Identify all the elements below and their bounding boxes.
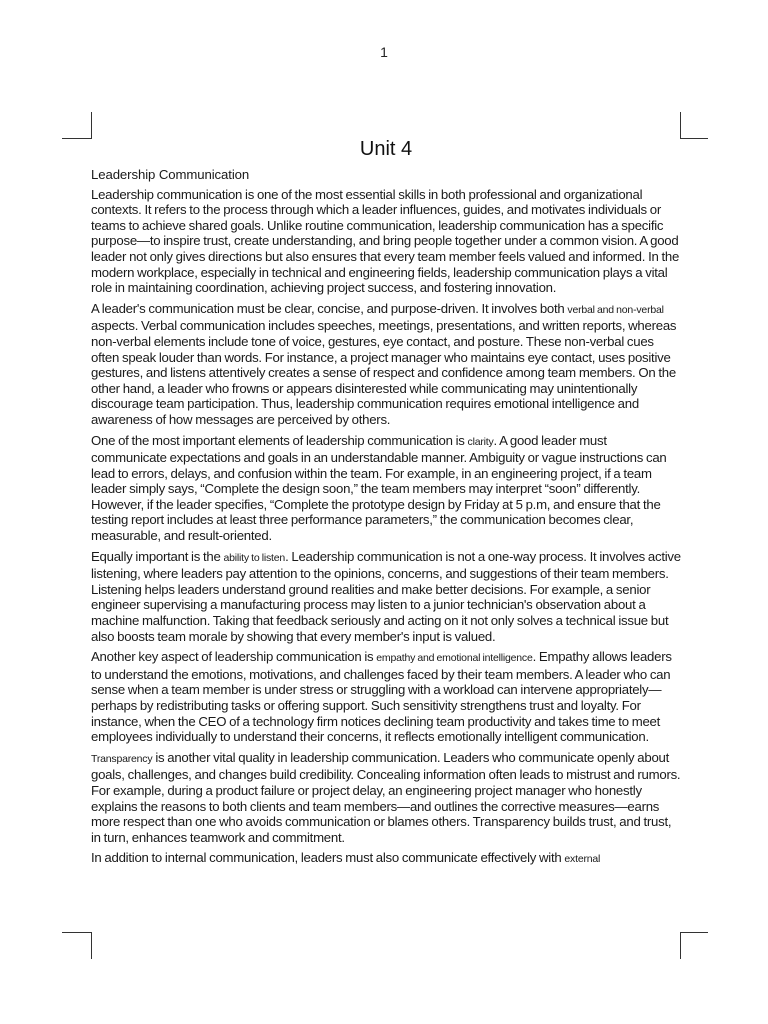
paragraph-transparency [91, 750, 681, 846]
section-title: Leadership Communication [91, 167, 250, 182]
crop-mark-bottom-right [680, 932, 708, 959]
paragraph-intro: Leadership communication is one of the most essential skills in both professional and organizational contexts. It refers to the process through which a leader influences, guides, and motivates individuals or teams to achieve shared goals. Unlike routine communication, leadership communication has a specific purpose—to inspire trust, create understanding, and bring people together under a common vision. A good leader not only gives directions but also ensures that every team member feels valued and informed. In the modern workplace, especially in technical and engineering fields, leadership communication plays a vital role in maintaining coordination, achieving project success, and fostering innovation. [91, 186, 680, 296]
emphasis-term: empathy and emotional intelligence [376, 652, 533, 665]
unit-title: Unit 4 [359, 138, 413, 160]
emphasis-term: clarity [467, 435, 494, 448]
paragraph-text: is another vital quality in leadership communication. Leaders who communicate openly about goals, challenges, and changes build credibility. Concealing information often leads to mistrust and rumors. For example, during a product failure or project delay, an engineering project manager who honestly explains the reasons to both clients and team members—and outlines the corrective measures—earns more respect than one who avoids communication or blames others. Transparency builds trust, and trust, in turn, enhances teamwork and commitment. [91, 749, 681, 845]
paragraph-external [91, 850, 681, 868]
paragraph-text: In addition to internal communication, leaders must also communicate effectively with [91, 850, 565, 866]
paragraph-empathy [91, 649, 681, 745]
crop-mark-bottom-left [62, 932, 92, 959]
page-number: 1 [380, 44, 388, 60]
paragraph-text: aspects. Verbal communication includes speeches, meetings, presentations, and written reports, whereas non-verbal elements include tone of voice, gestures, eye contact, and posture. These non-verbal cues often speak louder than words. For instance, a project manager who maintains eye contact, uses positive gestures, and listens attentively creates a sense of respect and confidence among team members. On the other hand, a leader who frowns or appears disinterested while communicating may unintentionally discourage team participation. Thus, leadership communication requires emotional intelligence and awareness of how messages are perceived by others. [91, 318, 677, 427]
paragraph-listening [91, 549, 681, 645]
crop-mark-top-left [62, 112, 92, 139]
paragraph-verbal-nonverbal [91, 301, 681, 428]
crop-mark-top-right [680, 112, 708, 139]
emphasis-term: verbal and non-verbal [567, 303, 664, 316]
paragraph-text: A leader's communication must be clear, concise, and purpose-driven. It involves both [91, 300, 568, 316]
paragraph-text: . Empathy allows leaders to understand the emotions, motivations, and challenges faced by their team members. A leader who can sense when a team member is under stress or struggling with a workload can intervene appropriately—perhaps by redistributing tasks or offering support. Such sensitivity strengthens trust and loyalty. For instance, when the CEO of a technology firm notices declining team productivity and takes time to meet employees individually to understand their concerns, it reflects emotionally intelligent communication. [91, 649, 672, 745]
paragraph-text: . Leadership communication is not a one-way process. It involves active listening, where leaders pay attention to the opinions, concerns, and suggestions of their team members. Listening helps leaders understand ground realities and make better decisions. For example, a senior engineer supervising a manufacturing process may listen to a junior technician's observation about a machine malfunction. Taking that feedback seriously and acting on it not only solves a technical issue but also boosts team morale by showing that every member's input is valued. [91, 548, 681, 644]
emphasis-term: external [564, 853, 601, 866]
emphasis-term: ability to listen [223, 551, 286, 564]
emphasis-term: Transparency [91, 752, 153, 765]
paragraph-clarity [91, 433, 681, 544]
paragraph-text: Another key aspect of leadership communication is [91, 649, 377, 665]
paragraph-text: Equally important is the [91, 548, 224, 564]
paragraph-text: One of the most important elements of leadership communication is [91, 432, 468, 448]
paragraph-text: . A good leader must communicate expectations and goals in an understandable manner. Ambiguity or vague instructions can lead to errors, delays, and confusion within the team. For example, in an engineering project, if a team leader simply says, “Complete the design soon,” the team members may interpret “soon” differently. However, if the leader specifies, “Complete the prototype design by Friday at 5 p.m, and ensure that the testing report includes at least three performance parameters,” the communication becomes clear, measurable, and result-oriented. [91, 432, 667, 544]
page-content [91, 138, 681, 873]
